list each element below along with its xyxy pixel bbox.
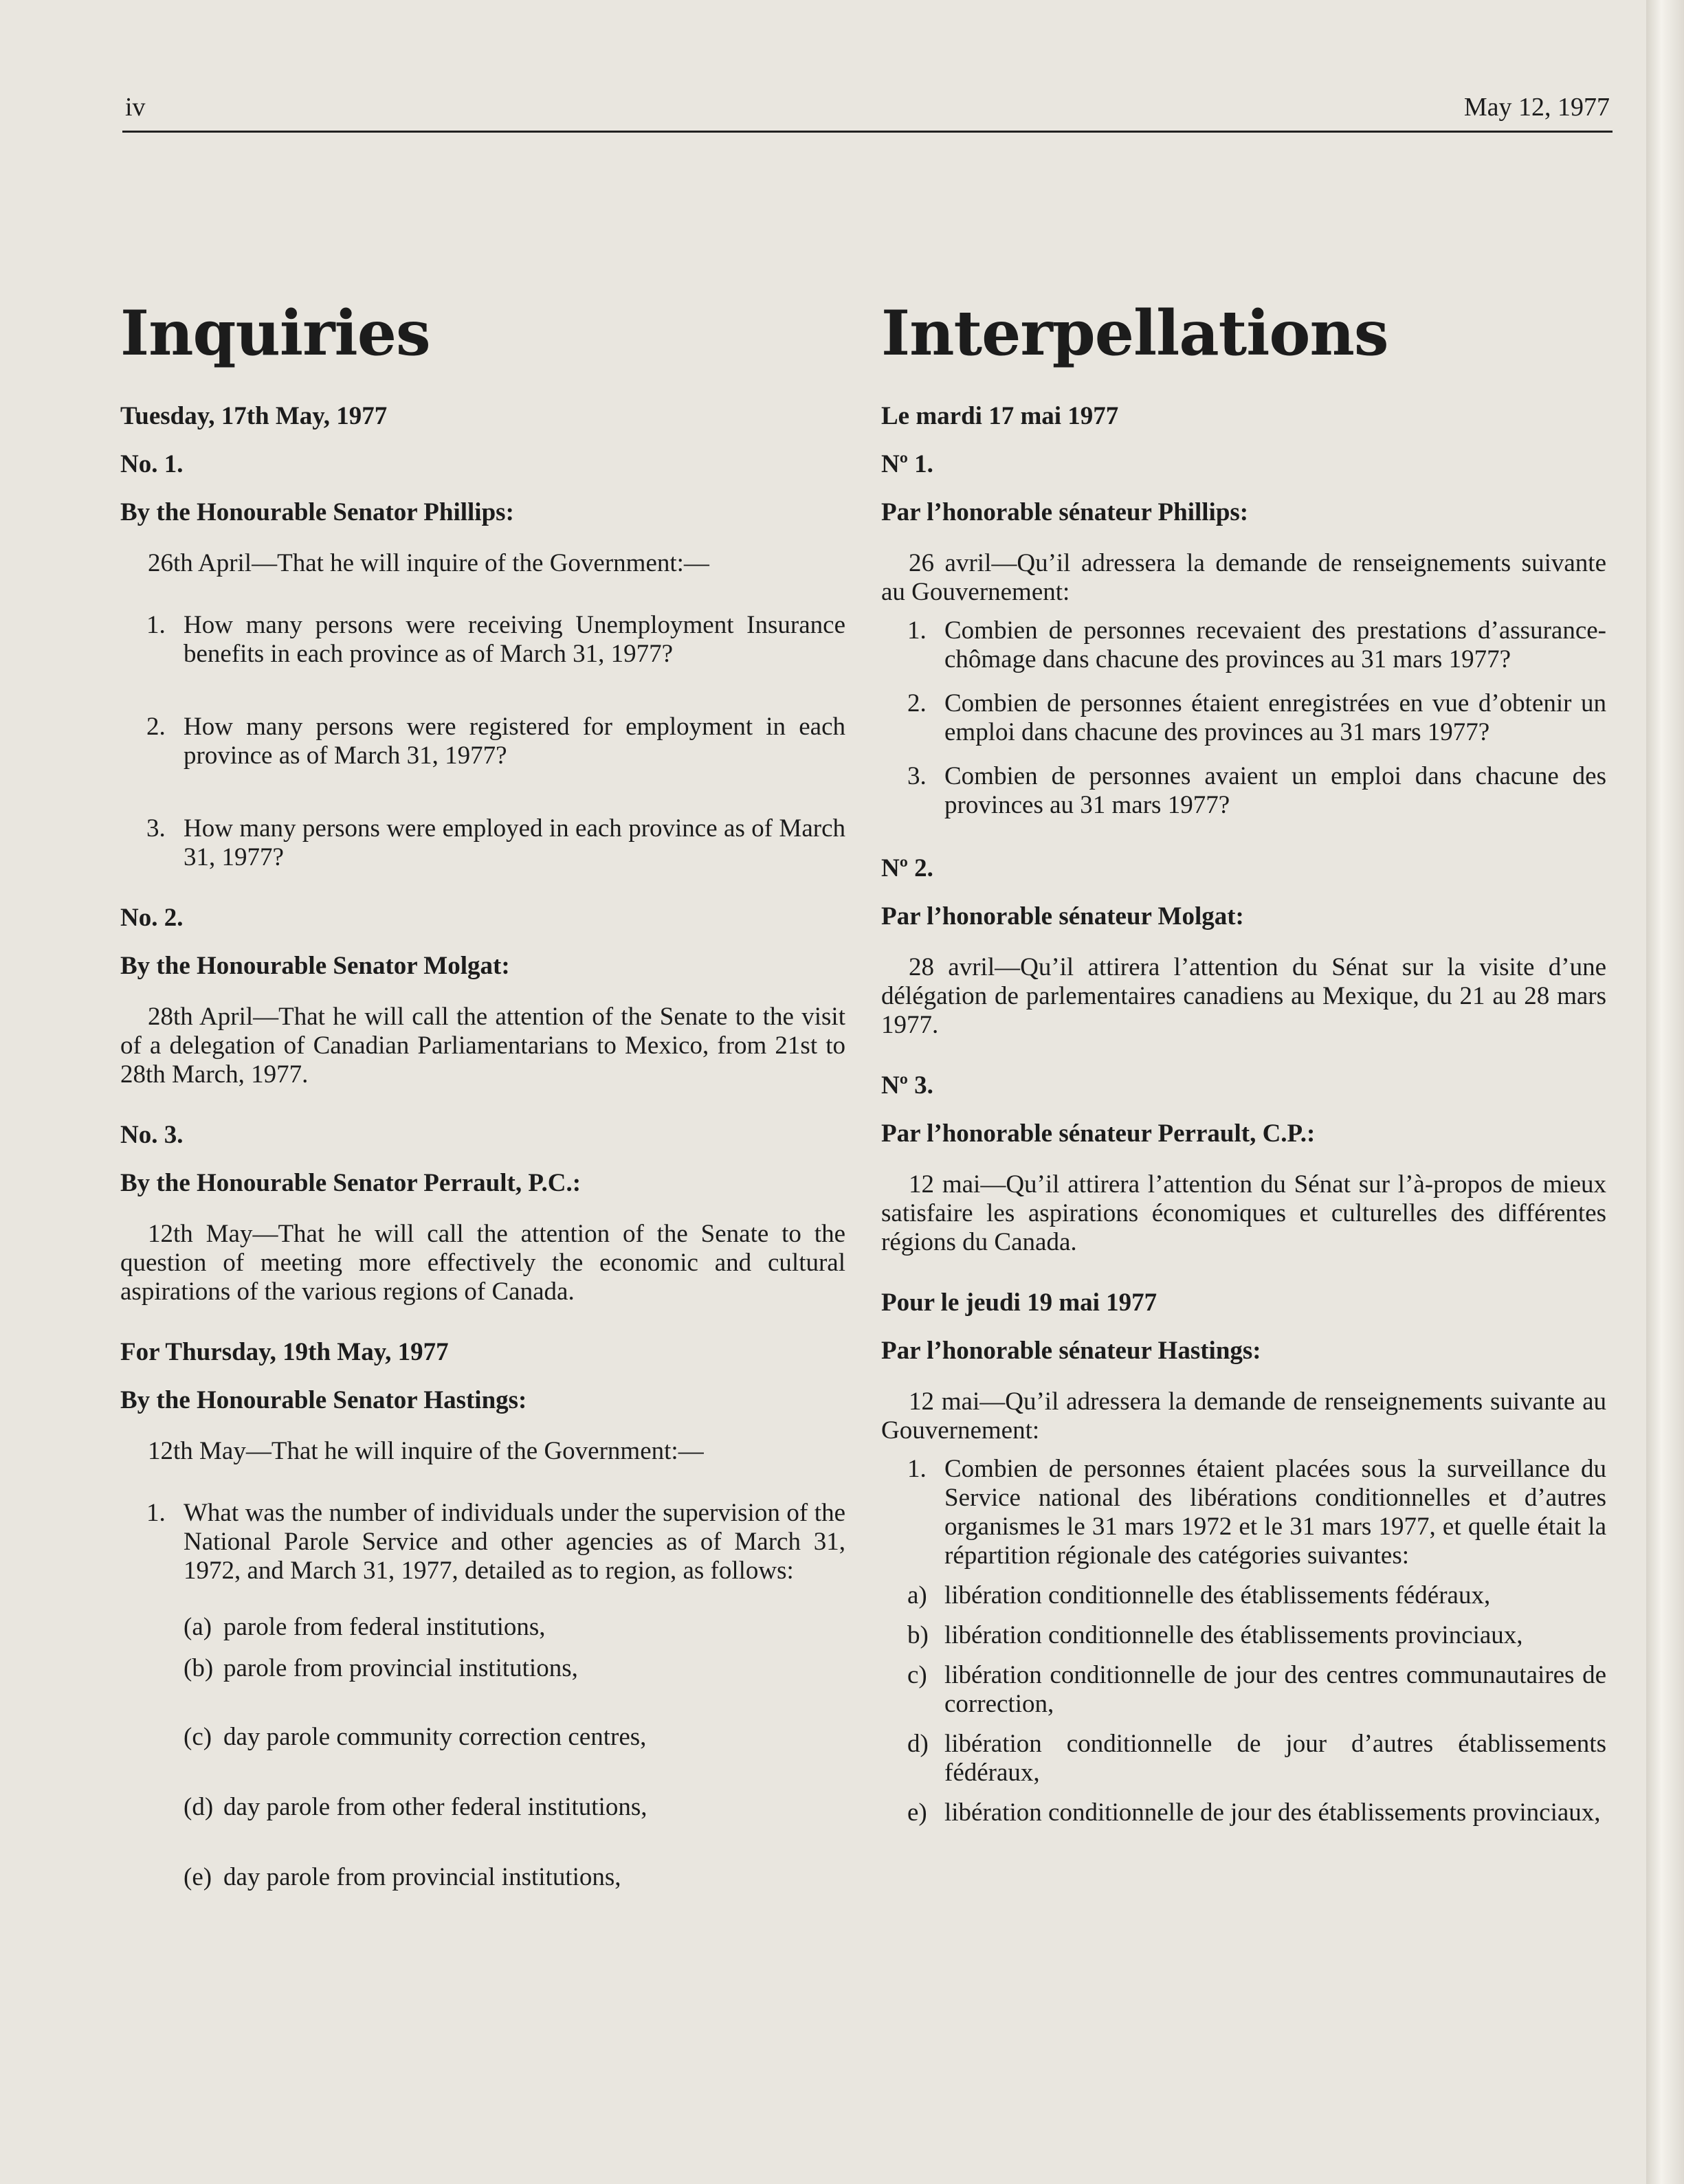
section-title: Interpellations	[881, 297, 1388, 370]
header-date: May 12, 1977	[1463, 93, 1610, 122]
question-text: How many persons were registered for employment in each province as of March 31, 1977?	[184, 713, 845, 770]
inquiry-intro: 12 mai—Qu’il adressera la demande de renseignements suivante au Gouvernement:	[881, 1388, 1606, 1445]
sub-item	[881, 1581, 1606, 1610]
question-text: Combien de personnes étaient enregistrées en vue d’obtenir un emploi dans chacune des provinces au 31 mars 1977?	[944, 689, 1606, 746]
senator-byline: Par l’honorable sénateur Hastings:	[881, 1337, 1261, 1365]
senator-byline: By the Honourable Senator Perrault, P.C.:	[120, 1169, 581, 1197]
running-header	[122, 91, 1613, 133]
sub-label: b)	[907, 1621, 929, 1649]
question-text: Combien de personnes recevaient des prestations d’assurance-chômage dans chacune des provinces au 31 mars 1977?	[944, 616, 1606, 673]
inquiry-number: Nº 2.	[881, 854, 933, 882]
sub-item	[881, 1798, 1606, 1827]
sub-text: libération conditionnelle de jour d’autres établissements fédéraux,	[944, 1730, 1606, 1787]
question-text: How many persons were receiving Unemployment Insurance benefits in each province as of March 31, 1977?	[184, 611, 845, 668]
sub-text: libération conditionnelle de jour des centres communautaires de correction,	[944, 1661, 1606, 1718]
question-number: 1.	[146, 1499, 166, 1527]
inquiry-text: 28 avril—Qu’il attirera l’attention du Sénat sur la visite d’une délégation de parlementaires canadiens au Mexique, du 21 au 28 mars 1977.	[881, 953, 1606, 1039]
senator-byline: By the Honourable Senator Molgat:	[120, 952, 510, 980]
sub-text: parole from federal institutions,	[223, 1613, 546, 1641]
sub-label: (a)	[184, 1613, 212, 1641]
senator-byline: Par l’honorable sénateur Molgat:	[881, 902, 1244, 931]
question-number: 1.	[146, 611, 166, 639]
question-item	[120, 1499, 845, 1585]
inquiry-intro: 12th May—That he will inquire of the Government:—	[148, 1437, 704, 1465]
sub-text: parole from provincial institutions,	[223, 1654, 578, 1682]
sub-text: libération conditionnelle des établissements fédéraux,	[944, 1581, 1491, 1609]
sub-item	[120, 1613, 845, 1642]
inquiry-intro: 26 avril—Qu’il adressera la demande de renseignements suivante au Gouvernement:	[881, 549, 1606, 606]
question-text: What was the number of individuals under the supervision of the National Parole Service and other agencies as of March 31, 1972, and March 31, 1977, detailed as to region, as follows:	[184, 1499, 845, 1585]
inquiry-text: 12 mai—Qu’il attirera l’attention du Sénat sur l’à-propos de mieux satisfaire les aspirations économiques et culturelles des différentes régions du Canada.	[881, 1170, 1606, 1256]
question-item	[881, 689, 1606, 747]
sitting-date: Le mardi 17 mai 1977	[881, 402, 1119, 430]
sub-text: day parole community correction centres,	[223, 1723, 647, 1751]
sub-label: e)	[907, 1798, 927, 1827]
sub-text: day parole from provincial institutions,	[223, 1863, 621, 1891]
question-number: 2.	[146, 713, 166, 741]
page-number: iv	[125, 93, 146, 122]
sub-text: libération conditionnelle de jour des établissements provinciaux,	[944, 1798, 1601, 1827]
sub-item	[120, 1654, 845, 1683]
english-column	[120, 278, 845, 1892]
inquiry-intro: 26th April—That he will inquire of the Government:—	[148, 549, 709, 577]
inquiry-number: No. 1.	[120, 450, 184, 478]
sub-item	[120, 1863, 845, 1892]
sub-label: (e)	[184, 1863, 212, 1891]
question-number: 2.	[907, 689, 927, 717]
sub-text: day parole from other federal institutions,	[223, 1793, 647, 1821]
senator-byline: Par l’honorable sénateur Perrault, C.P.:	[881, 1119, 1316, 1148]
inquiry-number: No. 2.	[120, 904, 184, 932]
senator-byline: By the Honourable Senator Phillips:	[120, 498, 514, 526]
inquiry-number: Nº 1.	[881, 450, 933, 478]
question-item	[120, 814, 845, 872]
sub-label: d)	[907, 1730, 929, 1758]
french-column	[881, 278, 1606, 1827]
question-text: Combien de personnes avaient un emploi dans chacune des provinces au 31 mars 1977?	[944, 762, 1606, 819]
question-item	[881, 1455, 1606, 1570]
sitting-date: Tuesday, 17th May, 1977	[120, 402, 388, 430]
question-item	[120, 611, 845, 669]
section-title: Inquiries	[120, 297, 430, 370]
question-number: 3.	[907, 762, 927, 790]
sitting-date: For Thursday, 19th May, 1977	[120, 1338, 449, 1366]
question-number: 1.	[907, 616, 927, 645]
sub-item	[120, 1793, 845, 1822]
senator-byline: By the Honourable Senator Hastings:	[120, 1386, 527, 1414]
senator-byline: Par l’honorable sénateur Phillips:	[881, 498, 1249, 526]
sub-label: (d)	[184, 1793, 214, 1821]
question-item	[881, 616, 1606, 674]
sub-label: a)	[907, 1581, 927, 1609]
inquiry-number: Nº 3.	[881, 1071, 933, 1100]
question-number: 1.	[907, 1455, 927, 1483]
sub-item	[881, 1661, 1606, 1719]
sub-item	[881, 1621, 1606, 1650]
question-item	[120, 713, 845, 770]
sub-item	[881, 1730, 1606, 1787]
question-number: 3.	[146, 814, 166, 843]
sub-label: (b)	[184, 1654, 214, 1682]
sub-label: c)	[907, 1661, 927, 1689]
question-text: Combien de personnes étaient placées sous la surveillance du Service national des libérations conditionnelles et d’autres organismes le 31 mars 1972 et le 31 mars 1977, et quelle était la répartition régionale des catégories suivantes:	[944, 1455, 1606, 1570]
inquiry-number: No. 3.	[120, 1121, 184, 1149]
question-text: How many persons were employed in each province as of March 31, 1977?	[184, 814, 845, 871]
inquiry-text: 12th May—That he will call the attention of the Senate to the question of meeting more effectively the economic and cultural aspirations of the various regions of Canada.	[120, 1220, 845, 1306]
inquiry-text: 28th April—That he will call the attention of the Senate to the visit of a delegation of Canadian Parliamentarians to Mexico, from 21st to 28th March, 1977.	[120, 1003, 845, 1089]
sitting-date: Pour le jeudi 19 mai 1977	[881, 1289, 1157, 1317]
sub-label: (c)	[184, 1723, 212, 1751]
page-edge	[1646, 0, 1684, 2184]
sub-text: libération conditionnelle des établissements provinciaux,	[944, 1621, 1523, 1649]
question-item	[881, 762, 1606, 820]
sub-item	[120, 1723, 845, 1752]
